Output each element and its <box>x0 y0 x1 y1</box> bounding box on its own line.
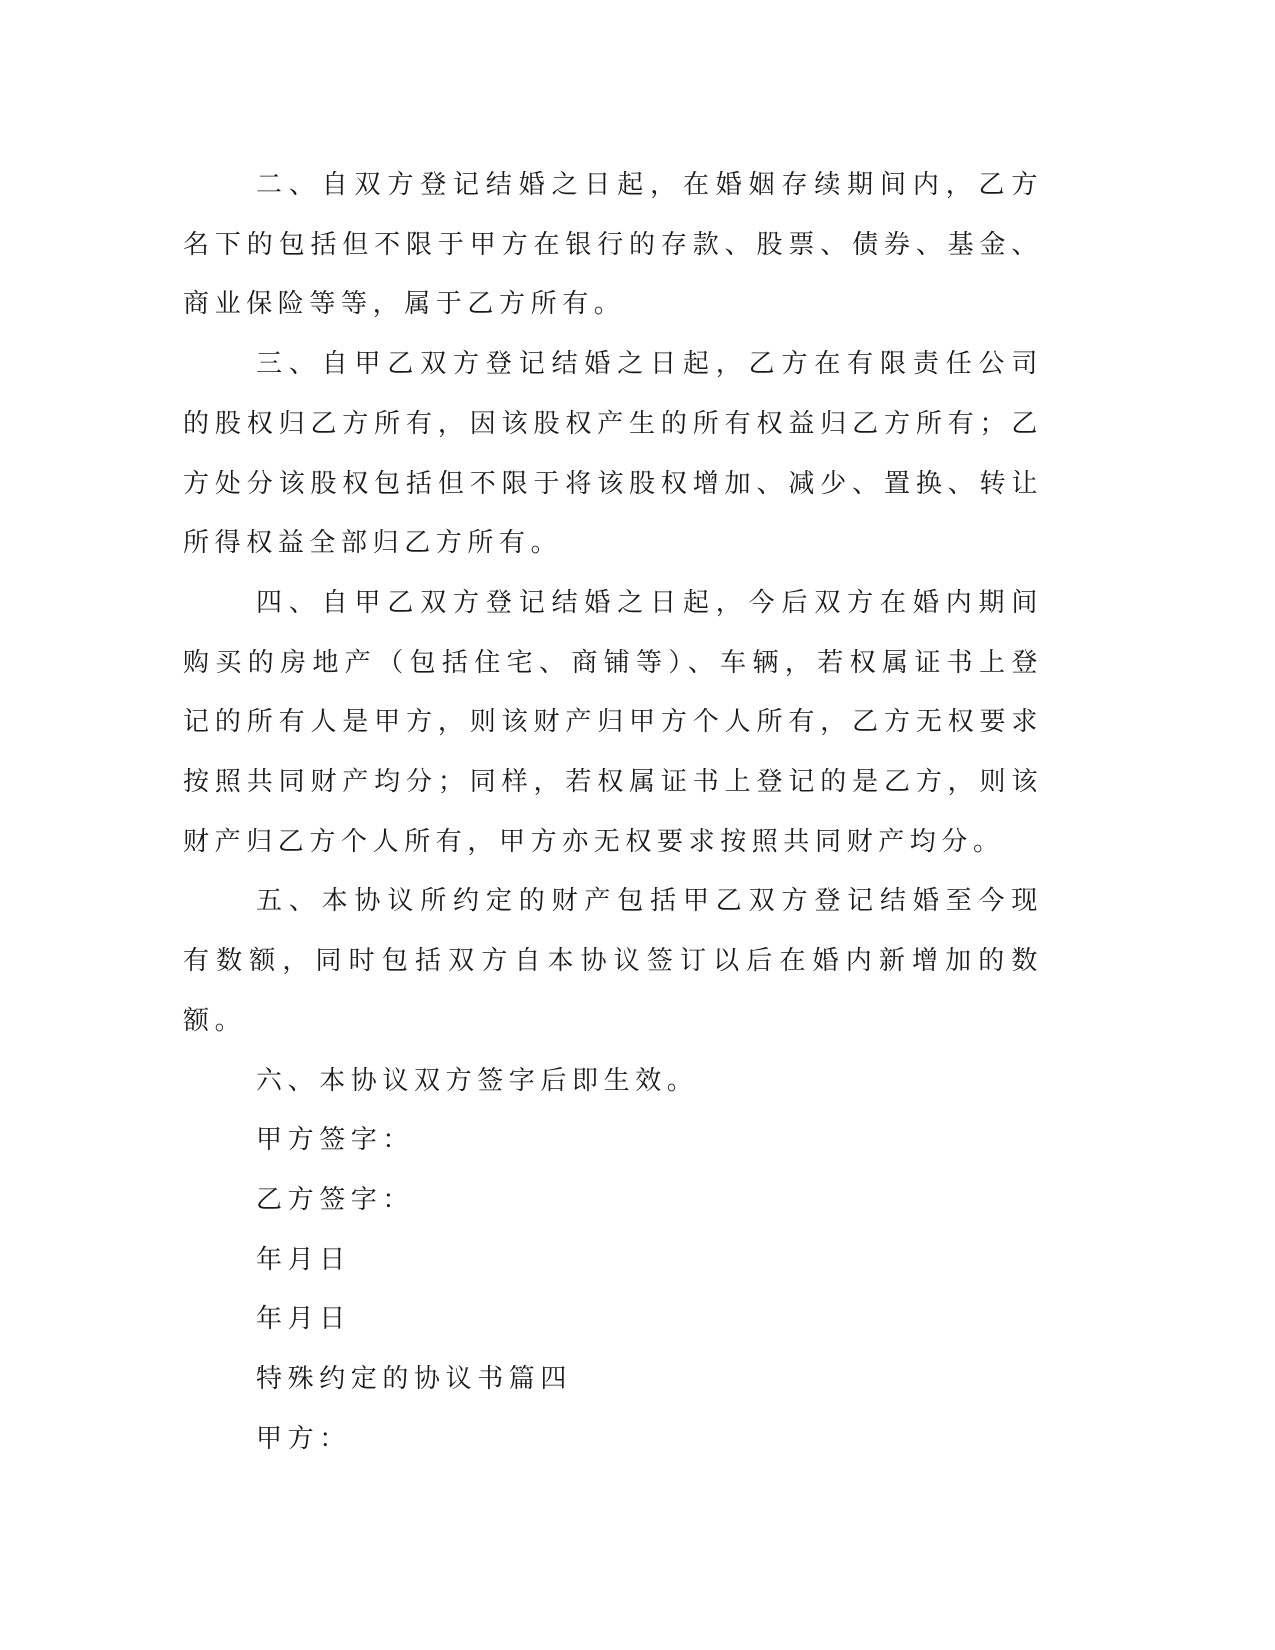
document-body <box>183 156 1043 1469</box>
clause-five: 五、本协议所约定的财产包括甲乙双方登记结婚至今现有数额，同时包括双方自本协议签订以后在婚内新增加的数额。 <box>183 886 1043 1036</box>
clause-two: 二、自双方登记结婚之日起，在婚姻存续期间内，乙方名下的包括但不限于甲方在银行的存款、股票、债券、基金、商业保险等等，属于乙方所有。 <box>183 170 1043 320</box>
party-a-line: 甲方： <box>256 1423 351 1454</box>
section-heading: 特殊约定的协议书篇四 <box>256 1364 573 1395</box>
party-a-signature-line: 甲方签字： <box>256 1125 415 1156</box>
clause-three: 三、自甲乙双方登记结婚之日起，乙方在有限责任公司的股权归乙方所有，因该股权产生的所有权益归乙方所有；乙方处分该股权包括但不限于将该股权增加、减少、置换、转让所得权益全部归乙方所有。 <box>183 349 1043 559</box>
date-line-b: 年月日 <box>256 1304 351 1335</box>
clause-four: 四、自甲乙双方登记结婚之日起，今后双方在婚内期间购买的房地产（包括住宅、商铺等）、车辆，若权属证书上登记的所有人是甲方，则该财产归甲方个人所有，乙方无权要求按照共同财产均分；同样，若权属证书上登记的是乙方，则该财产归乙方个人所有，甲方亦无权要求按照共同财产均分。 <box>183 587 1043 857</box>
party-b-signature-line: 乙方签字： <box>256 1184 415 1215</box>
date-line-a: 年月日 <box>256 1244 351 1275</box>
clause-six: 六、本协议双方签字后即生效。 <box>256 1065 699 1096</box>
